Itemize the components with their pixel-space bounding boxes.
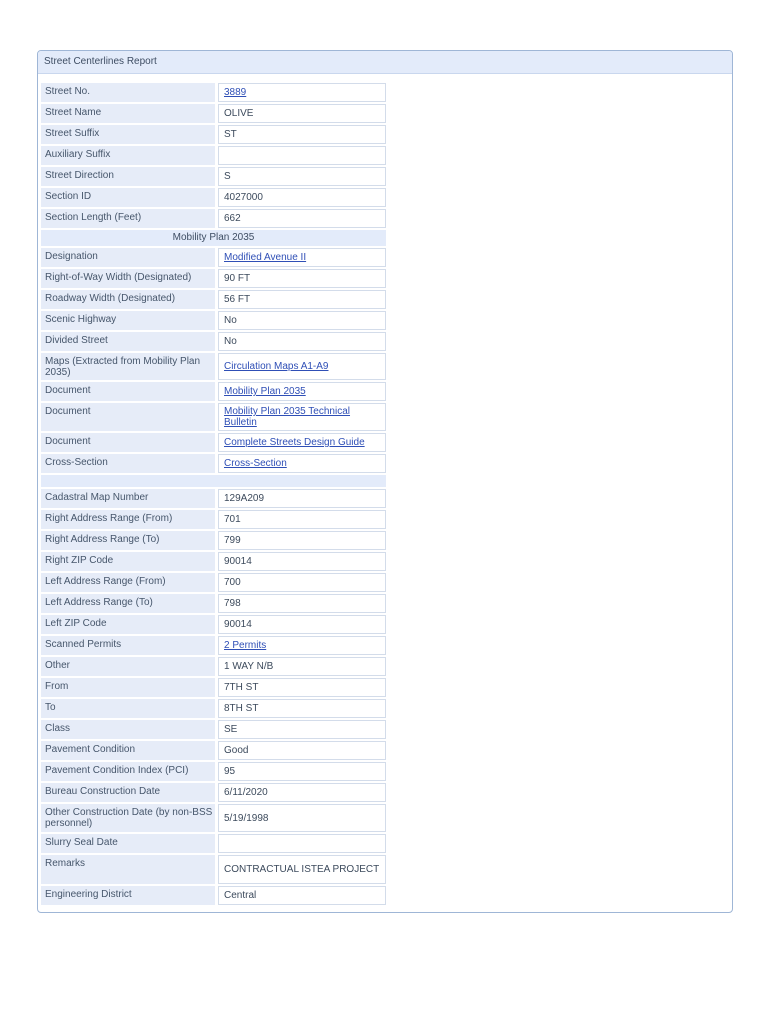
row-value[interactable] <box>218 248 386 267</box>
circulation-maps-link[interactable]: Circulation Maps A1-A9 <box>224 361 329 372</box>
row-auxiliary-suffix <box>41 146 386 165</box>
row-value: Good <box>218 741 386 760</box>
row-label: Street Direction <box>41 167 215 186</box>
row-value: 4027000 <box>218 188 386 207</box>
row-bureau-construction-date <box>41 783 386 802</box>
row-remarks <box>41 855 386 884</box>
cross-section-link[interactable]: Cross-Section <box>224 458 287 469</box>
row-label: Street Name <box>41 104 215 123</box>
row-right-address-to <box>41 531 386 550</box>
row-label: Right Address Range (From) <box>41 510 215 529</box>
row-value: 5/19/1998 <box>218 804 386 832</box>
row-street-suffix <box>41 125 386 144</box>
row-value[interactable] <box>218 382 386 401</box>
row-value: 90014 <box>218 552 386 571</box>
street-centerlines-report-panel <box>37 50 733 913</box>
row-label: Pavement Condition Index (PCI) <box>41 762 215 781</box>
row-value <box>218 146 386 165</box>
scanned-permits-link[interactable]: 2 Permits <box>224 640 267 651</box>
row-label: Right Address Range (To) <box>41 531 215 550</box>
row-label: Maps (Extracted from Mobility Plan 2035) <box>41 353 215 380</box>
row-value: 798 <box>218 594 386 613</box>
row-value: No <box>218 332 386 351</box>
row-cadastral-map <box>41 489 386 508</box>
row-cross-section <box>41 454 386 473</box>
row-street-no <box>41 83 386 102</box>
row-right-address-from <box>41 510 386 529</box>
row-label: Left Address Range (From) <box>41 573 215 592</box>
row-label: From <box>41 678 215 697</box>
row-street-direction <box>41 167 386 186</box>
row-from <box>41 678 386 697</box>
row-scanned-permits <box>41 636 386 655</box>
row-other <box>41 657 386 676</box>
row-value: 129A209 <box>218 489 386 508</box>
row-value: 701 <box>218 510 386 529</box>
street-no-link[interactable]: 3889 <box>224 87 247 98</box>
row-label: Bureau Construction Date <box>41 783 215 802</box>
complete-streets-link[interactable]: Complete Streets Design Guide <box>224 437 365 448</box>
row-value: 7TH ST <box>218 678 386 697</box>
row-slurry-seal-date <box>41 834 386 853</box>
row-label: Engineering District <box>41 886 215 905</box>
row-value: OLIVE <box>218 104 386 123</box>
row-class <box>41 720 386 739</box>
row-value: No <box>218 311 386 330</box>
row-label: Scenic Highway <box>41 311 215 330</box>
technical-bulletin-link[interactable]: Mobility Plan 2035 Technical Bulletin <box>224 406 351 428</box>
row-value[interactable] <box>218 454 386 473</box>
row-value: Central <box>218 886 386 905</box>
section-spacer <box>41 475 386 487</box>
row-maps <box>41 353 386 380</box>
row-document-mobility-plan <box>41 382 386 401</box>
row-label: Other <box>41 657 215 676</box>
row-label: Left Address Range (To) <box>41 594 215 613</box>
row-label: Document <box>41 403 215 431</box>
row-to <box>41 699 386 718</box>
row-divided-street <box>41 332 386 351</box>
report-title: Street Centerlines Report <box>38 51 732 74</box>
row-label: Right ZIP Code <box>41 552 215 571</box>
row-label: Divided Street <box>41 332 215 351</box>
row-label: Left ZIP Code <box>41 615 215 634</box>
row-label: Roadway Width (Designated) <box>41 290 215 309</box>
row-right-zip <box>41 552 386 571</box>
row-section-length <box>41 209 386 228</box>
row-value[interactable] <box>218 353 386 380</box>
row-value: 662 <box>218 209 386 228</box>
row-pavement-condition <box>41 741 386 760</box>
row-value: SE <box>218 720 386 739</box>
row-label: To <box>41 699 215 718</box>
row-value: 8TH ST <box>218 699 386 718</box>
row-value[interactable] <box>218 433 386 452</box>
row-label: Document <box>41 382 215 401</box>
row-document-technical-bulletin <box>41 403 386 431</box>
row-value: 799 <box>218 531 386 550</box>
row-section-id <box>41 188 386 207</box>
row-label: Other Construction Date (by non-BSS personnel) <box>41 804 215 832</box>
row-label: Cross-Section <box>41 454 215 473</box>
row-value: S <box>218 167 386 186</box>
row-label: Designation <box>41 248 215 267</box>
row-label: Document <box>41 433 215 452</box>
row-label: Remarks <box>41 855 215 884</box>
row-label: Auxiliary Suffix <box>41 146 215 165</box>
row-label: Slurry Seal Date <box>41 834 215 853</box>
row-left-zip <box>41 615 386 634</box>
row-label: Cadastral Map Number <box>41 489 215 508</box>
row-label: Scanned Permits <box>41 636 215 655</box>
row-left-address-to <box>41 594 386 613</box>
row-value: 90 FT <box>218 269 386 288</box>
row-value: 700 <box>218 573 386 592</box>
row-label: Street No. <box>41 83 215 102</box>
row-engineering-district <box>41 886 386 905</box>
row-value <box>218 834 386 853</box>
row-roadway-width <box>41 290 386 309</box>
row-other-construction-date <box>41 804 386 832</box>
row-value: CONTRACTUAL ISTEA PROJECT <box>218 855 386 884</box>
row-scenic-highway <box>41 311 386 330</box>
row-value: 56 FT <box>218 290 386 309</box>
row-value: 6/11/2020 <box>218 783 386 802</box>
row-label: Class <box>41 720 215 739</box>
mobility-plan-link[interactable]: Mobility Plan 2035 <box>224 386 306 397</box>
row-label: Right-of-Way Width (Designated) <box>41 269 215 288</box>
row-label: Section ID <box>41 188 215 207</box>
row-value[interactable] <box>218 83 386 102</box>
row-pci <box>41 762 386 781</box>
row-value: 90014 <box>218 615 386 634</box>
section-header-mobility: Mobility Plan 2035 <box>41 230 386 246</box>
row-value[interactable] <box>218 403 386 431</box>
row-value: 95 <box>218 762 386 781</box>
row-right-of-way-width <box>41 269 386 288</box>
row-value: ST <box>218 125 386 144</box>
row-label: Pavement Condition <box>41 741 215 760</box>
row-value[interactable] <box>218 636 386 655</box>
row-left-address-from <box>41 573 386 592</box>
row-document-complete-streets <box>41 433 386 452</box>
designation-link[interactable]: Modified Avenue II <box>224 252 307 263</box>
row-label: Section Length (Feet) <box>41 209 215 228</box>
row-label: Street Suffix <box>41 125 215 144</box>
row-value: 1 WAY N/B <box>218 657 386 676</box>
row-designation <box>41 248 386 267</box>
row-street-name <box>41 104 386 123</box>
